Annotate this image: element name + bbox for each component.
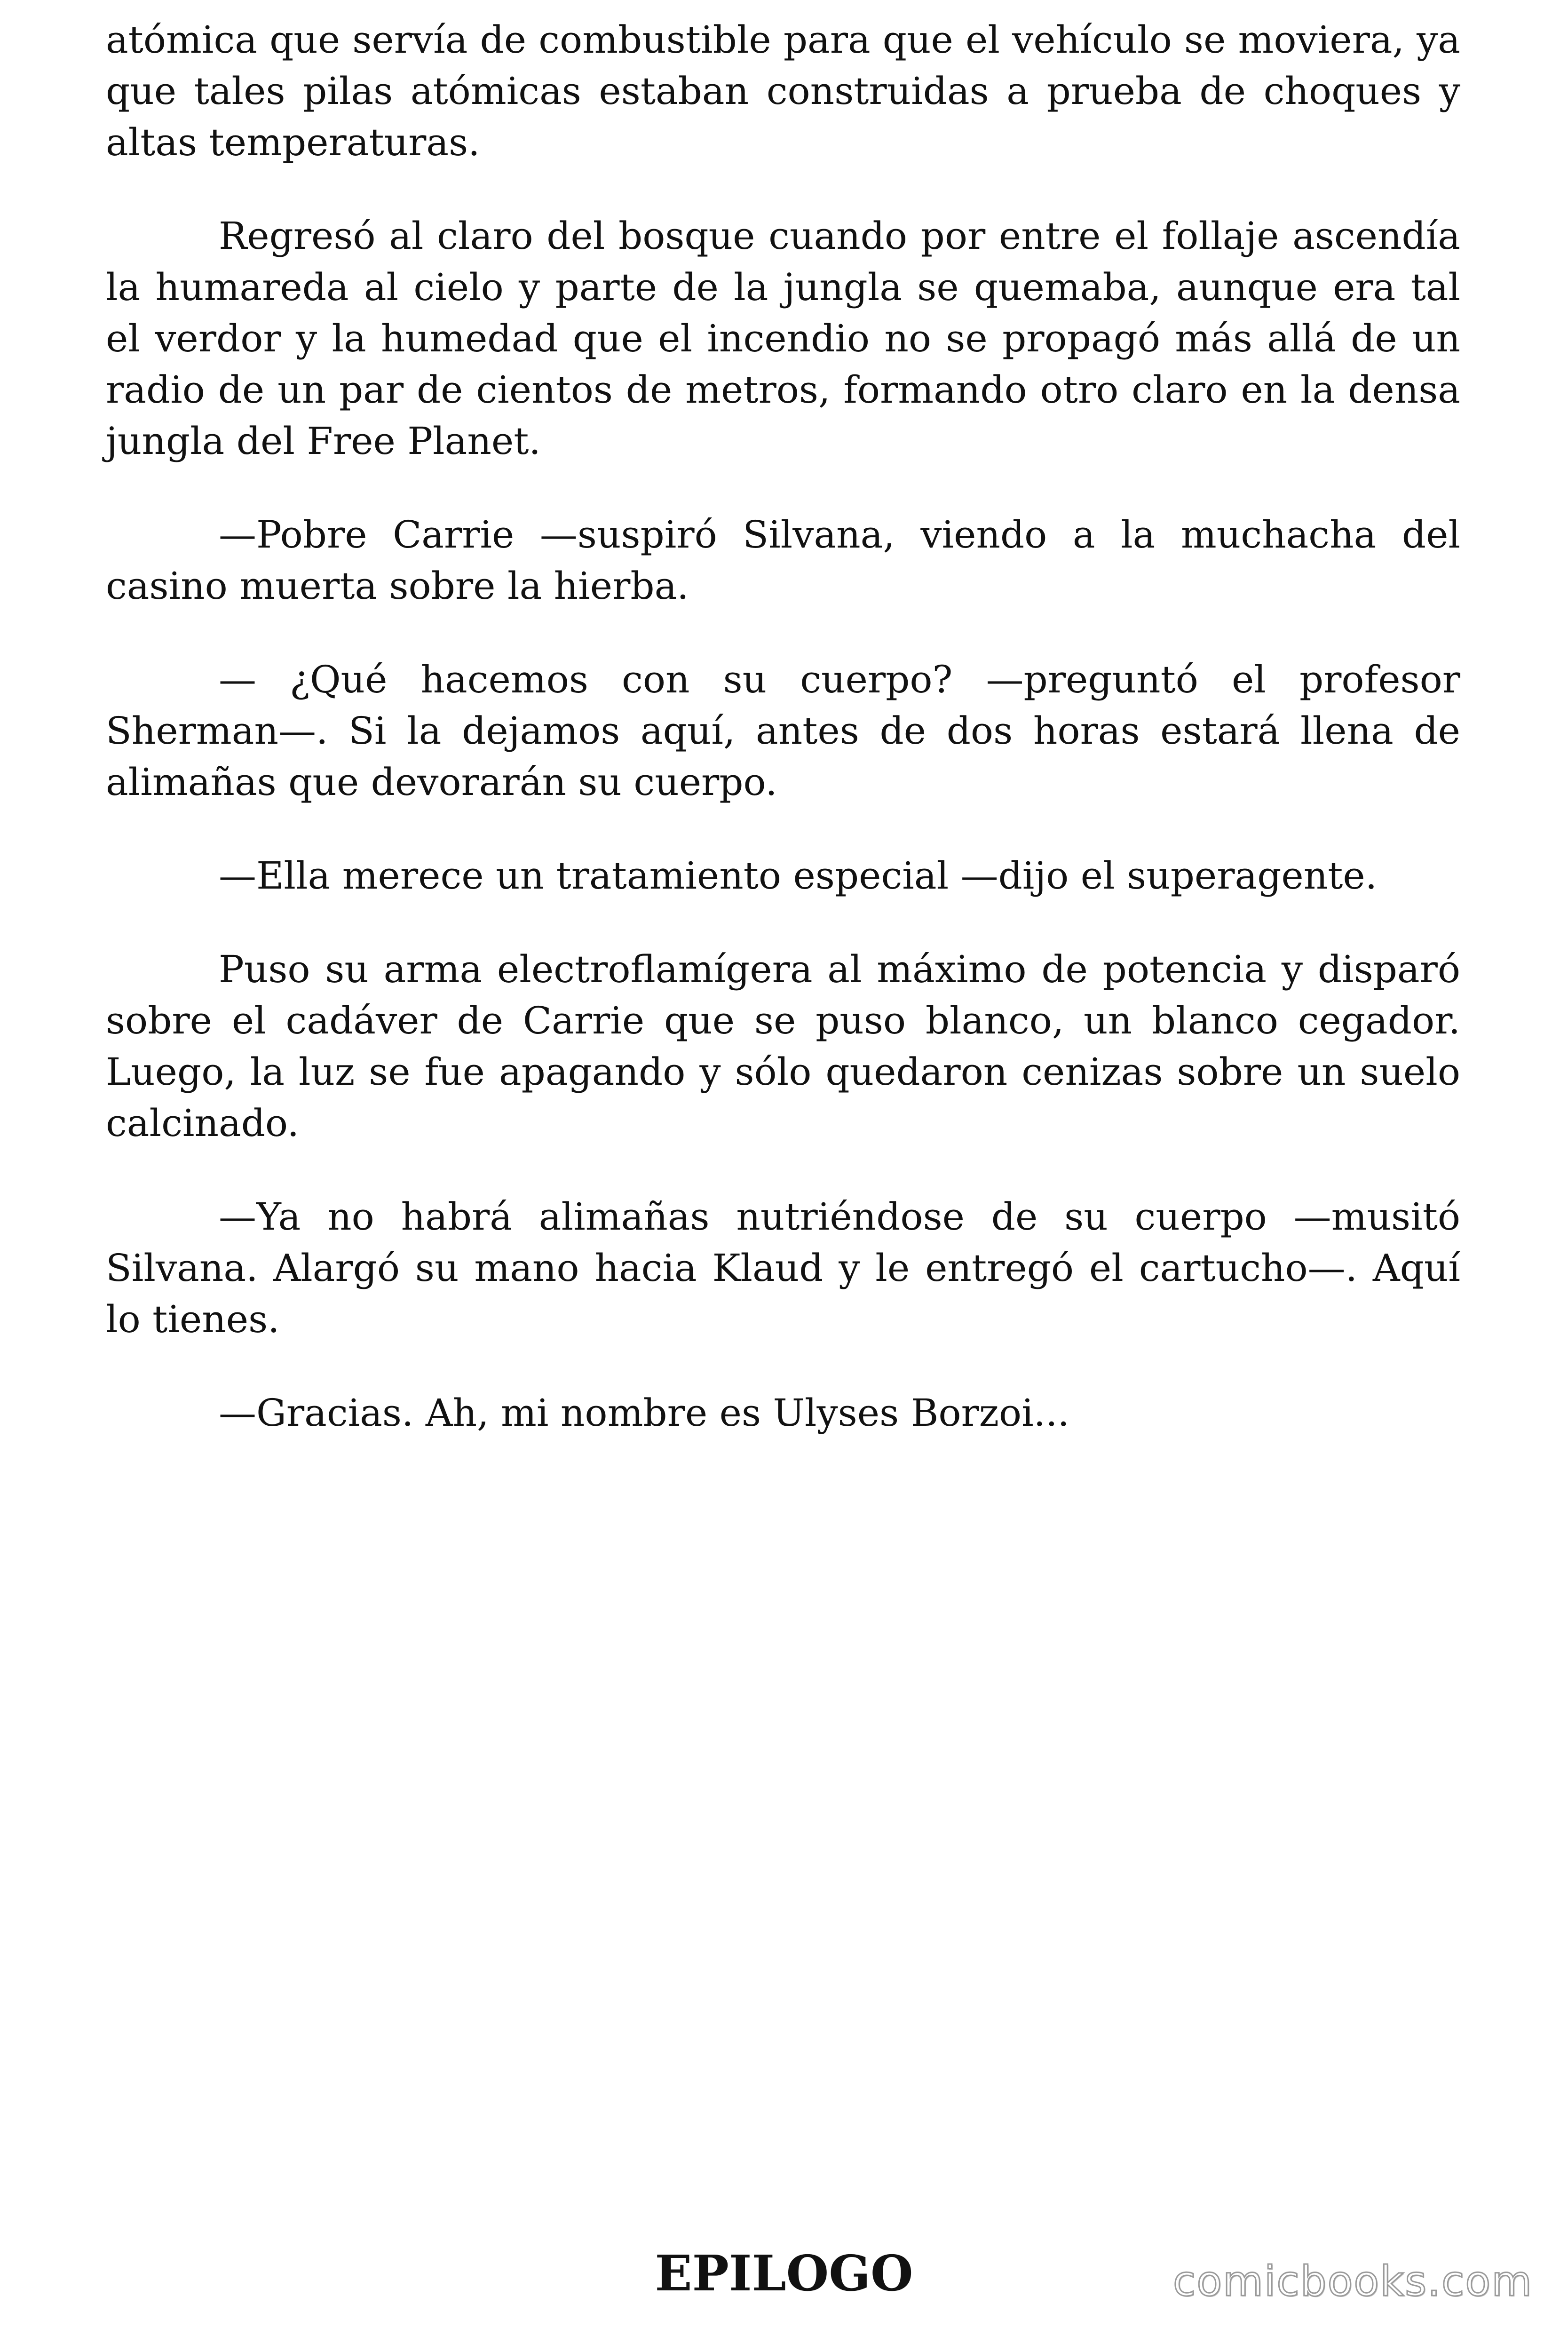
page-body — [106, 14, 1460, 1481]
paragraph-weapon-fire: Puso su arma electroflamígera al máximo de potencia y disparó sobre el cadáver de Carrie que se puso blanco, un blanco cegador. Luego, la luz se fue apagando y sólo quedaron cenizas sobre un suelo calcinado. — [106, 947, 1460, 1145]
paragraph-jungle-fire: Regresó al claro del bosque cuando por entre el follaje ascendía la humareda al cielo y parte de la jungla se quemaba, aunque era tal el verdor y la humedad que el incendio no se propagó más allá de un radio de un par de cientos de metros, formando otro claro en la densa jungla del Free Planet. — [106, 214, 1460, 463]
paragraph-dialogue-sherman: — ¿Qué hacemos con su cuerpo? —preguntó el profesor Sherman—. Si la dejamos aquí, antes de dos horas estará llena de alimañas que devorarán su cuerpo. — [106, 658, 1460, 804]
watermark-logo: comicbooks.com — [1172, 2257, 1533, 2305]
paragraph-continuation: atómica que servía de combustible para que el vehículo se moviera, ya que tales pilas atómicas estaban construidas a prueba de choques y altas temperaturas. — [106, 18, 1460, 164]
section-heading-epilogo: EPILOGO — [655, 2244, 913, 2302]
paragraph-dialogue-silvana: —Pobre Carrie —suspiró Silvana, viendo a la muchacha del casino muerta sobre la hierba. — [106, 513, 1460, 608]
paragraph-dialogue-superagent: —Ella merece un tratamiento especial —dijo el superagente. — [219, 854, 1378, 898]
paragraph-dialogue-name: —Gracias. Ah, mi nombre es Ulyses Borzoi... — [219, 1391, 1069, 1435]
paragraph-dialogue-cartridge: —Ya no habrá alimañas nutriéndose de su cuerpo —musitó Silvana. Alargó su mano hacia Klaud y le entregó el cartucho—. Aquí lo tienes. — [106, 1195, 1460, 1341]
